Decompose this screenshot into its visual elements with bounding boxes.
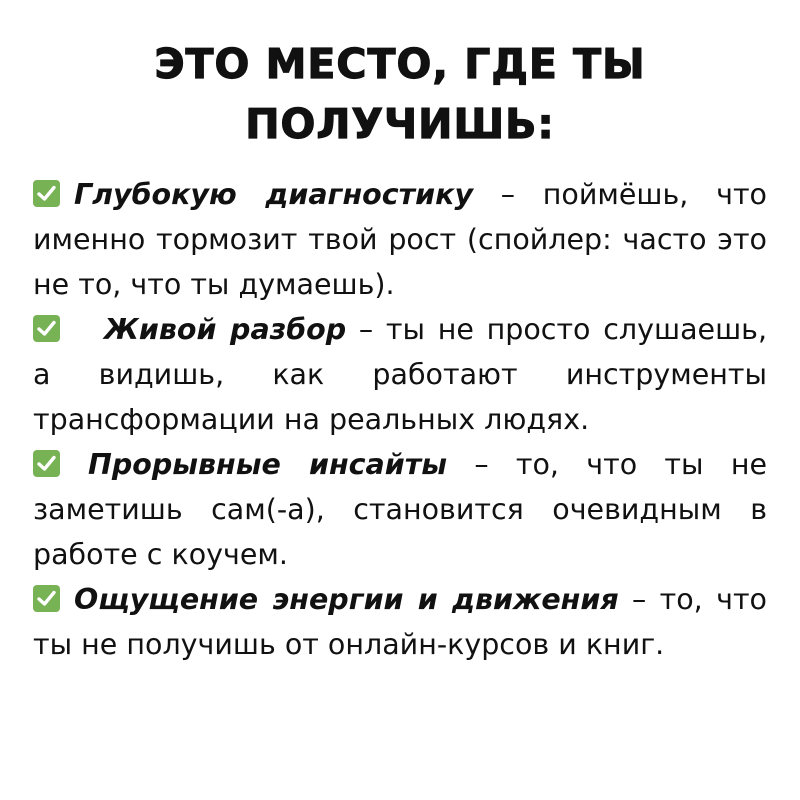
benefit-title: Живой разбор — [104, 313, 347, 346]
check-mark-icon — [33, 180, 60, 207]
check-mark-icon — [33, 585, 60, 612]
headline — [33, 34, 767, 154]
benefit-text: – поймёшь, что именно тормозит твой рост (спойлер: часто это не то, что ты думаешь). — [33, 178, 767, 301]
check-mark-icon — [33, 315, 60, 342]
benefits-list — [33, 172, 767, 667]
check-mark-icon — [33, 450, 60, 477]
headline-line-2: ПОЛУЧИШЬ: — [245, 100, 555, 148]
benefit-item-energy — [33, 577, 767, 667]
headline-line-1: ЭТО МЕСТО, ГДЕ ТЫ — [154, 40, 646, 88]
benefit-item-insights — [33, 442, 767, 577]
benefit-title: Ощущение энергии и движения — [74, 583, 619, 616]
benefit-title: Глубокую диагностику — [74, 178, 474, 211]
benefit-title: Прорывные инсайты — [88, 448, 448, 481]
benefit-text: – то, что ты не заметишь сам(-а), становится очевидным в работе с коучем. — [33, 448, 767, 571]
benefit-item-diagnostics — [33, 172, 767, 307]
benefit-text: – ты не просто слушаешь, а видишь, как работают инструменты трансформации на реальных людях. — [33, 313, 768, 436]
benefit-text: – то, что ты не получишь от онлайн-курсов и книг. — [33, 583, 767, 661]
benefit-item-live-review — [33, 307, 767, 442]
